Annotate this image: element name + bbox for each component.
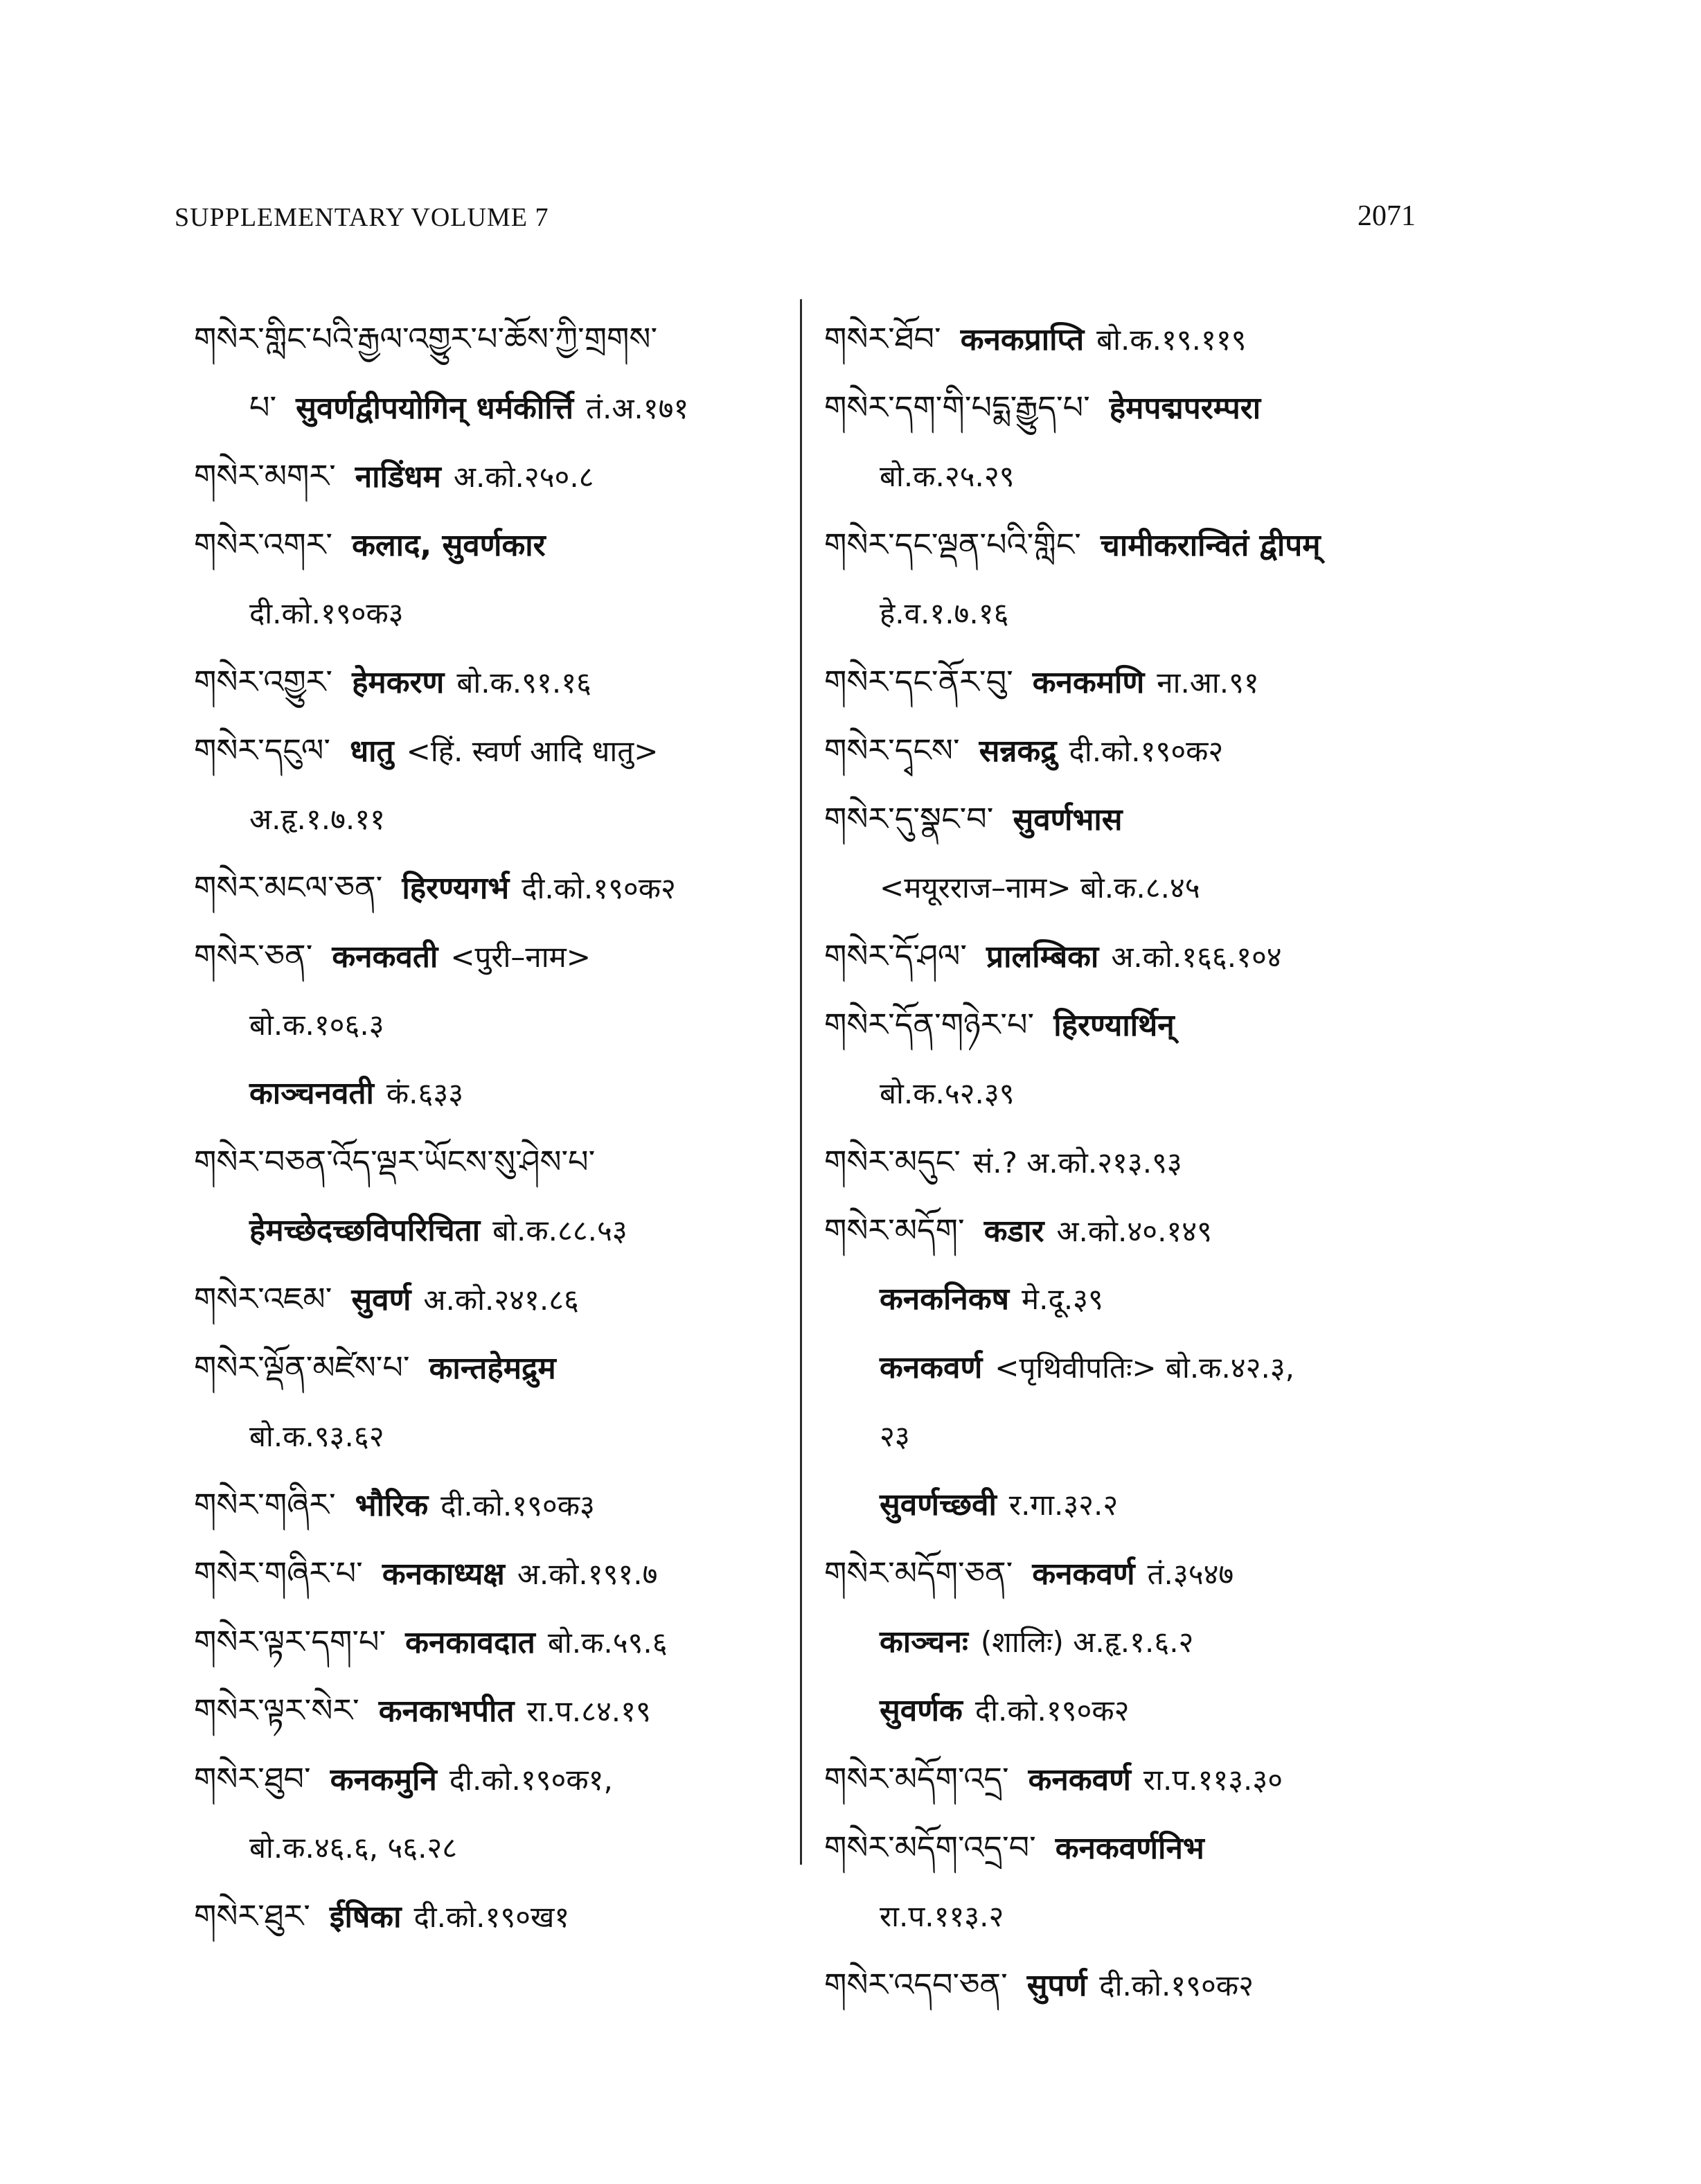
sanskrit-equivalent: सुवर्णभास: [1013, 802, 1123, 837]
sanskrit-equivalent: कडार: [983, 1214, 1044, 1249]
dictionary-line: [194, 648, 790, 716]
source-reference: रा.प.८४.१९: [526, 1694, 651, 1728]
source-reference: <मयूरराज–नाम> बो.क.८.४५: [880, 871, 1200, 905]
sanskrit-equivalent: हेमपद्मपरम्परा: [1109, 391, 1261, 426]
dictionary-line: [194, 1059, 790, 1128]
source-reference: अ.हृ.१.७.११: [249, 802, 385, 836]
sanskrit-equivalent: धातु: [350, 734, 394, 769]
dictionary-line: [194, 579, 790, 648]
source-reference: बो.क.५२.३९: [880, 1076, 1015, 1110]
sanskrit-equivalent: सुपर्ण: [1026, 1968, 1087, 2003]
source-reference: <पृथिवीपतिः> बो.क.४२.३,: [995, 1351, 1295, 1385]
dictionary-line: [824, 1333, 1517, 1402]
sanskrit-equivalent: कनकवती: [332, 939, 438, 975]
left-column: [194, 305, 790, 1951]
dictionary-line: [194, 1402, 790, 1471]
right-column: [824, 305, 1517, 2019]
source-reference: बो.क.८८.५३: [492, 1214, 627, 1248]
tibetan-term: གསེར་དང་ལྡན་པའི་གླིང་: [824, 526, 1081, 563]
sanskrit-equivalent: काञ्चनवती: [249, 1076, 374, 1111]
dictionary-line: [194, 1676, 790, 1745]
dictionary-line: [824, 1813, 1517, 1882]
dictionary-line: [194, 1608, 790, 1676]
source-reference: बो.क.९३.६२: [249, 1419, 384, 1453]
sanskrit-equivalent: कनकावदात: [405, 1625, 535, 1660]
dictionary-line: [194, 991, 790, 1059]
dictionary-line: [824, 785, 1517, 853]
tibetan-term: གསེར་འཇམ་: [194, 1280, 332, 1317]
dictionary-line: [194, 716, 790, 785]
source-reference: र.गा.३२.२: [1008, 1488, 1119, 1522]
source-reference: रा.प.११३.२: [880, 1899, 1004, 1933]
sanskrit-equivalent: कनकवर्ण: [880, 1350, 983, 1385]
tibetan-term: གསེར་དག་གི་པདྨ་རྒྱུད་པ་: [824, 389, 1090, 426]
tibetan-term: གསེར་ཅན་: [194, 937, 313, 975]
source-reference: बो.क.१९.११९: [1096, 323, 1247, 357]
source-reference: दी.को.१९०क३: [249, 596, 404, 630]
sanskrit-equivalent: भौरिक: [355, 1488, 429, 1523]
dictionary-line: [824, 373, 1517, 442]
dictionary-line: [194, 922, 790, 991]
dictionary-line: [824, 1539, 1517, 1608]
tibetan-term: གསེར་ཐུབ་: [194, 1760, 311, 1797]
dictionary-line: [824, 1265, 1517, 1333]
sanskrit-equivalent: काञ्चनः: [880, 1624, 968, 1660]
source-reference: अ.को.१९१.७: [517, 1557, 658, 1591]
source-reference: <पुरी–नाम>: [450, 940, 591, 974]
dictionary-line: [824, 716, 1517, 785]
tibetan-term: པ་: [249, 389, 277, 426]
tibetan-term: གསེར་ཐོབ་: [824, 320, 941, 357]
dictionary-line: [824, 1059, 1517, 1128]
source-reference: दी.को.१९०क२: [974, 1694, 1130, 1728]
tibetan-term: གསེར་མགར་: [194, 457, 336, 495]
sanskrit-equivalent: कनकवर्ण: [1028, 1762, 1131, 1797]
sanskrit-equivalent: सुवर्ण: [351, 1282, 411, 1317]
page-number: 2071: [1357, 200, 1416, 232]
dictionary-line: [194, 1196, 790, 1265]
dictionary-line: [824, 442, 1517, 511]
tibetan-term: གསེར་འགྱུར་: [194, 663, 333, 700]
source-reference: बो.क.४६.६, ५६.२८: [249, 1831, 458, 1865]
column-divider: [800, 299, 802, 1865]
source-reference: बो.क.५९.६: [547, 1626, 668, 1660]
source-reference: कं.६३३: [386, 1076, 464, 1110]
tibetan-term: གསེར་མངལ་ཅན་: [194, 869, 383, 906]
tibetan-term: གསེར་གཞིར་: [194, 1486, 336, 1523]
sanskrit-equivalent: कनकाध्यक्ष: [382, 1556, 505, 1592]
tibetan-term: གསེར་དུ་སྣང་བ་: [824, 800, 994, 837]
sanskrit-equivalent: कान्तहेमद्रुम: [429, 1351, 556, 1386]
sanskrit-equivalent: हिरण्यार्थिन्: [1053, 1008, 1175, 1043]
tibetan-term: གསེར་མདུང་: [824, 1143, 961, 1180]
tibetan-term: གསེར་མདོག་འདྲ་: [824, 1760, 1009, 1797]
tibetan-term: གསེར་མདོག་ཅན་: [824, 1554, 1013, 1592]
dictionary-line: [824, 511, 1517, 579]
source-reference: (शालिः) अ.हृ.१.६.२: [980, 1625, 1194, 1659]
dictionary-line: [824, 579, 1517, 648]
tibetan-term: གསེར་དྭངས་: [824, 731, 960, 769]
dictionary-line: [824, 991, 1517, 1059]
dictionary-line: [194, 1333, 790, 1402]
tibetan-term: གསེར་བཅན་འོད་ལྡར་ཡོངས་སུ་ཤེས་པ་: [194, 1143, 596, 1180]
source-reference: हे.व.१.७.१६: [880, 596, 1009, 630]
dictionary-line: [824, 1196, 1517, 1265]
sanskrit-equivalent: सुवर्णद्वीपयोगिन् धर्मकीर्त्ति: [296, 391, 574, 426]
source-reference: सं.? अ.को.२१३.९३: [972, 1146, 1182, 1180]
dictionary-line: [194, 785, 790, 853]
dictionary-line: [824, 648, 1517, 716]
tibetan-term: གསེར་དངུལ་: [194, 731, 331, 769]
dictionary-line: [194, 853, 790, 922]
source-reference: <हिं. स्वर्ण आदि धातु>: [406, 734, 659, 768]
sanskrit-equivalent: कनकाभपीत: [378, 1694, 515, 1729]
tibetan-term: གསེར་དང་ནོར་བུ་: [824, 663, 1013, 700]
source-reference: ना.आ.९१: [1157, 666, 1259, 700]
sanskrit-equivalent: कनकवर्ण: [1032, 1556, 1135, 1592]
dictionary-line: [824, 305, 1517, 373]
source-reference: बो.क.९१.१६: [456, 666, 591, 700]
source-reference: अ.को.२४१.८६: [423, 1283, 579, 1317]
dictionary-line: [824, 1951, 1517, 2019]
dictionary-line: [194, 373, 790, 442]
tibetan-term: གསེར་འགར་: [194, 526, 333, 563]
dictionary-line: [824, 853, 1517, 922]
dictionary-line: [824, 1402, 1517, 1471]
dictionary-line: [194, 1265, 790, 1333]
dictionary-line: [194, 1813, 790, 1882]
tibetan-term: གསེར་ལྡོན་མཛེས་པ་: [194, 1349, 410, 1386]
source-reference: अ.को.१६६.१०४: [1111, 940, 1282, 974]
source-reference: दी.को.१९०क२: [1099, 1969, 1254, 2003]
source-reference: दी.को.१९०क२: [1069, 734, 1224, 768]
source-reference: मे.दू.३९: [1022, 1282, 1103, 1316]
dictionary-line: [824, 1608, 1517, 1676]
tibetan-term: གསེར་དོན་གཉེར་པ་: [824, 1006, 1035, 1043]
dictionary-line: [194, 1539, 790, 1608]
tibetan-term: གསེར་ལྟར་སེར་: [194, 1692, 359, 1729]
tibetan-term: གསེར་མདོག་འདྲ་བ་: [824, 1829, 1036, 1866]
dictionary-line: [824, 1882, 1517, 1951]
source-reference: अ.को.२५०.८: [453, 460, 594, 494]
dictionary-line: [194, 442, 790, 511]
sanskrit-equivalent: कनकमणि: [1032, 665, 1145, 700]
source-reference: तं.३५४७: [1147, 1557, 1234, 1591]
sanskrit-equivalent: सुवर्णक: [880, 1693, 963, 1728]
dictionary-line: [194, 1882, 790, 1951]
source-reference: अ.को.४०.१४९: [1056, 1214, 1212, 1248]
sanskrit-equivalent: सुवर्णच्छवी: [880, 1487, 997, 1522]
source-reference: तं.अ.१७१: [586, 391, 689, 425]
sanskrit-equivalent: कलाद, सुवर्णकार: [352, 528, 546, 563]
source-reference: २३: [880, 1419, 910, 1453]
sanskrit-equivalent: हेमच्छेदच्छविपरिचिता: [249, 1213, 481, 1248]
tibetan-term: གསེར་མདོག་: [824, 1211, 965, 1249]
sanskrit-equivalent: कनकप्राप्ति: [960, 322, 1085, 357]
dictionary-line: [194, 1471, 790, 1539]
sanskrit-equivalent: नाडिंधम: [355, 459, 441, 495]
dictionary-line: [824, 1128, 1517, 1196]
source-reference: दी.को.१९०क२: [522, 871, 676, 905]
source-reference: दी.को.१९०क३: [440, 1489, 595, 1522]
dictionary-line: [824, 922, 1517, 991]
sanskrit-equivalent: सन्नकद्रु: [979, 734, 1057, 769]
source-reference: बो.क.१०६.३: [249, 1008, 384, 1042]
tibetan-term: གསེར་དོ་ཤལ་: [824, 937, 968, 975]
sanskrit-equivalent: कनकनिकष: [880, 1281, 1010, 1317]
tibetan-term: གསེར་ལྟར་དག་པ་: [194, 1623, 386, 1660]
tibetan-term: གསེར་གཞིར་པ་: [194, 1554, 363, 1592]
sanskrit-equivalent: कनकवर्णनिभ: [1055, 1831, 1204, 1866]
sanskrit-equivalent: हिरण्यगर्भ: [402, 871, 510, 906]
source-reference: दी.को.१९०क१,: [449, 1763, 613, 1797]
dictionary-line: [194, 1128, 790, 1196]
tibetan-term: གསེར་ཐུར་: [194, 1897, 310, 1935]
source-reference: बो.क.२५.२९: [880, 459, 1015, 493]
sanskrit-equivalent: हेमकरण: [352, 665, 445, 700]
sanskrit-equivalent: कनकमुनि: [330, 1762, 437, 1797]
tibetan-term: གསེར་གླིང་པའི་རྒྱལ་འགྱུར་པ་ཆོས་ཀྱི་གྲགས་: [194, 320, 658, 357]
dictionary-line: [194, 511, 790, 579]
source-reference: रा.प.११३.३०: [1143, 1763, 1283, 1797]
dictionary-line: [194, 1745, 790, 1813]
dictionary-line: [824, 1676, 1517, 1745]
sanskrit-equivalent: ईषिका: [329, 1899, 402, 1935]
tibetan-term: གསེར་འདབ་ཅན་: [824, 1966, 1008, 2003]
running-header-title: SUPPLEMENTARY VOLUME 7: [175, 203, 549, 232]
dictionary-line: [824, 1471, 1517, 1539]
sanskrit-equivalent: चामीकरान्वितं द्वीपम्: [1100, 528, 1321, 563]
dictionary-line: [824, 1745, 1517, 1813]
sanskrit-equivalent: प्रालम्बिका: [986, 939, 1099, 975]
dictionary-line: [194, 305, 790, 373]
source-reference: दी.को.१९०ख१: [413, 1900, 570, 1934]
